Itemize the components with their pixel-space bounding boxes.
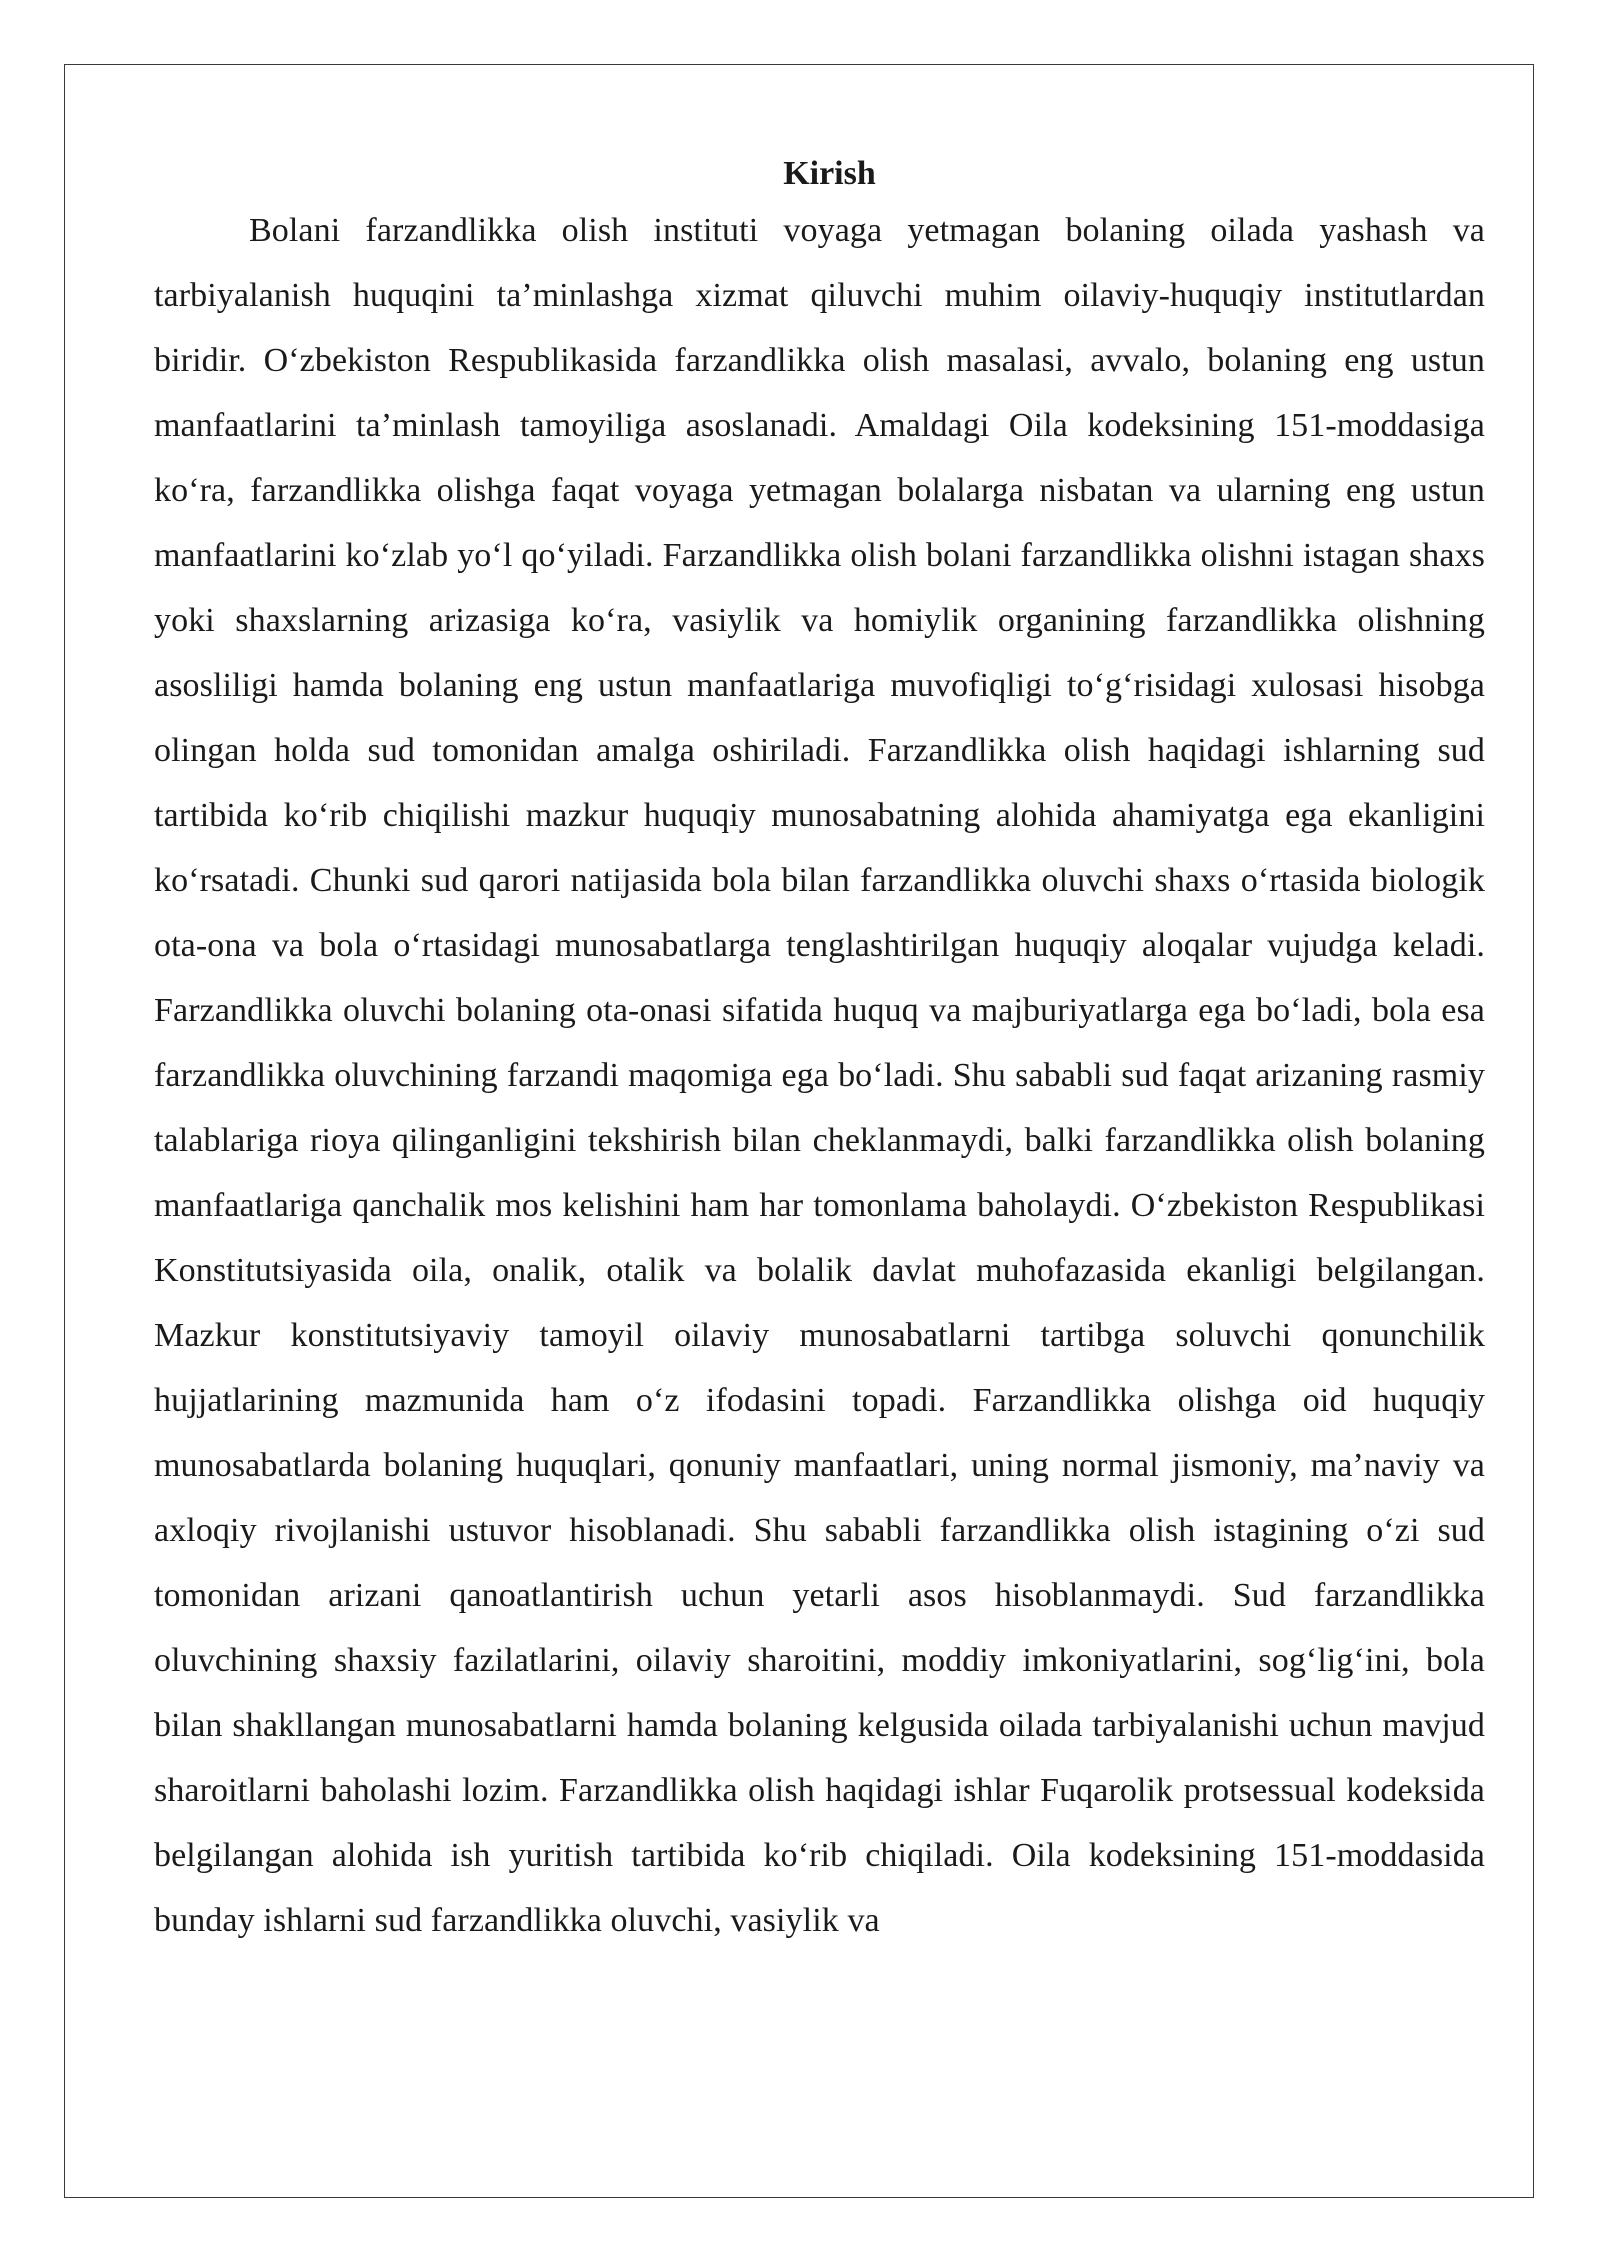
document-title: Kirish — [783, 155, 876, 192]
document-body — [154, 150, 1485, 1953]
body-paragraph: Bolani farzandlikka olish instituti voyaga yetmagan bolaning oilada yashash va tarbiyalanish huquqini ta’minlashga xizmat qiluvchi muhim oilaviy-huquqiy institutlardan biridir. O‘zbekiston Respublikasida farzandlikka olish masalasi, avvalo, bolaning eng ustun manfaatlarini ta’minlash tamoyiliga asoslanadi. Amaldagi Oila kodeksining 151-moddasiga ko‘ra, farzandlikka olishga faqat voyaga yetmagan bolalarga nisbatan va ularning eng ustun manfaatlarini ko‘zlab yo‘l qo‘yiladi. Farzandlikka olish bolani farzandlikka olishni istagan shaxs yoki shaxslarning arizasiga ko‘ra, vasiylik va homiylik organining farzandlikka olishning asosliligi hamda bolaning eng ustun manfaatlariga muvofiqligi to‘g‘risidagi xulosasi hisobga olingan holda sud tomonidan amalga oshiriladi. Farzandlikka olish haqidagi ishlarning sud tartibida ko‘rib chiqilishi mazkur huquqiy munosabatning alohida ahamiyatga ega ekanligini ko‘rsatadi. Chunki sud qarori natijasida bola bilan farzandlikka oluvchi shaxs o‘rtasida biologik ota-ona va bola o‘rtasidagi munosabatlarga tenglashtirilgan huquqiy aloqalar vujudga keladi. Farzandlikka oluvchi bolaning ota-onasi sifatida huquq va majburiyatlarga ega bo‘ladi, bola esa farzandlikka oluvchining farzandi maqomiga ega bo‘ladi. Shu sababli sud faqat arizaning rasmiy talablariga rioya qilinganligini tekshirish bilan cheklanmaydi, balki farzandlikka olish bolaning manfaatlariga qanchalik mos kelishini ham har tomonlama baholaydi. O‘zbekiston Respublikasi Konstitutsiyasida oila, onalik, otalik va bolalik davlat muhofazasida ekanligi belgilangan. Mazkur konstitutsiyaviy tamoyil oilaviy munosabatlarni tartibga soluvchi qonunchilik hujjatlarining mazmunida ham o‘z ifodasini topadi. Farzandlikka olishga oid huquqiy munosabatlarda bolaning huquqlari, qonuniy manfaatlari, uning normal jismoniy, ma’naviy va axloqiy rivojlanishi ustuvor hisoblanadi. Shu sababli farzandlikka olish istagining o‘zi sud tomonidan arizani qanoatlantirish uchun yetarli asos hisoblanmaydi. Sud farzandlikka oluvchining shaxsiy fazilatlarini, oilaviy sharoitini, moddiy imkoniyatlarini, sog‘lig‘ini, bola bilan shakllangan munosabatlarni hamda bolaning kelgusida oilada tarbiyalanishi uchun mavjud sharoitlarni baholashi lozim. Farzandlikka olish haqidagi ishlar Fuqarolik protsessual kodeksida belgilangan alohida ish yuritish tartibida ko‘rib chiqiladi. Oila kodeksining 151-moddasida bunday ishlarni sud farzandlikka oluvchi, vasiylik va — [154, 212, 1485, 1939]
